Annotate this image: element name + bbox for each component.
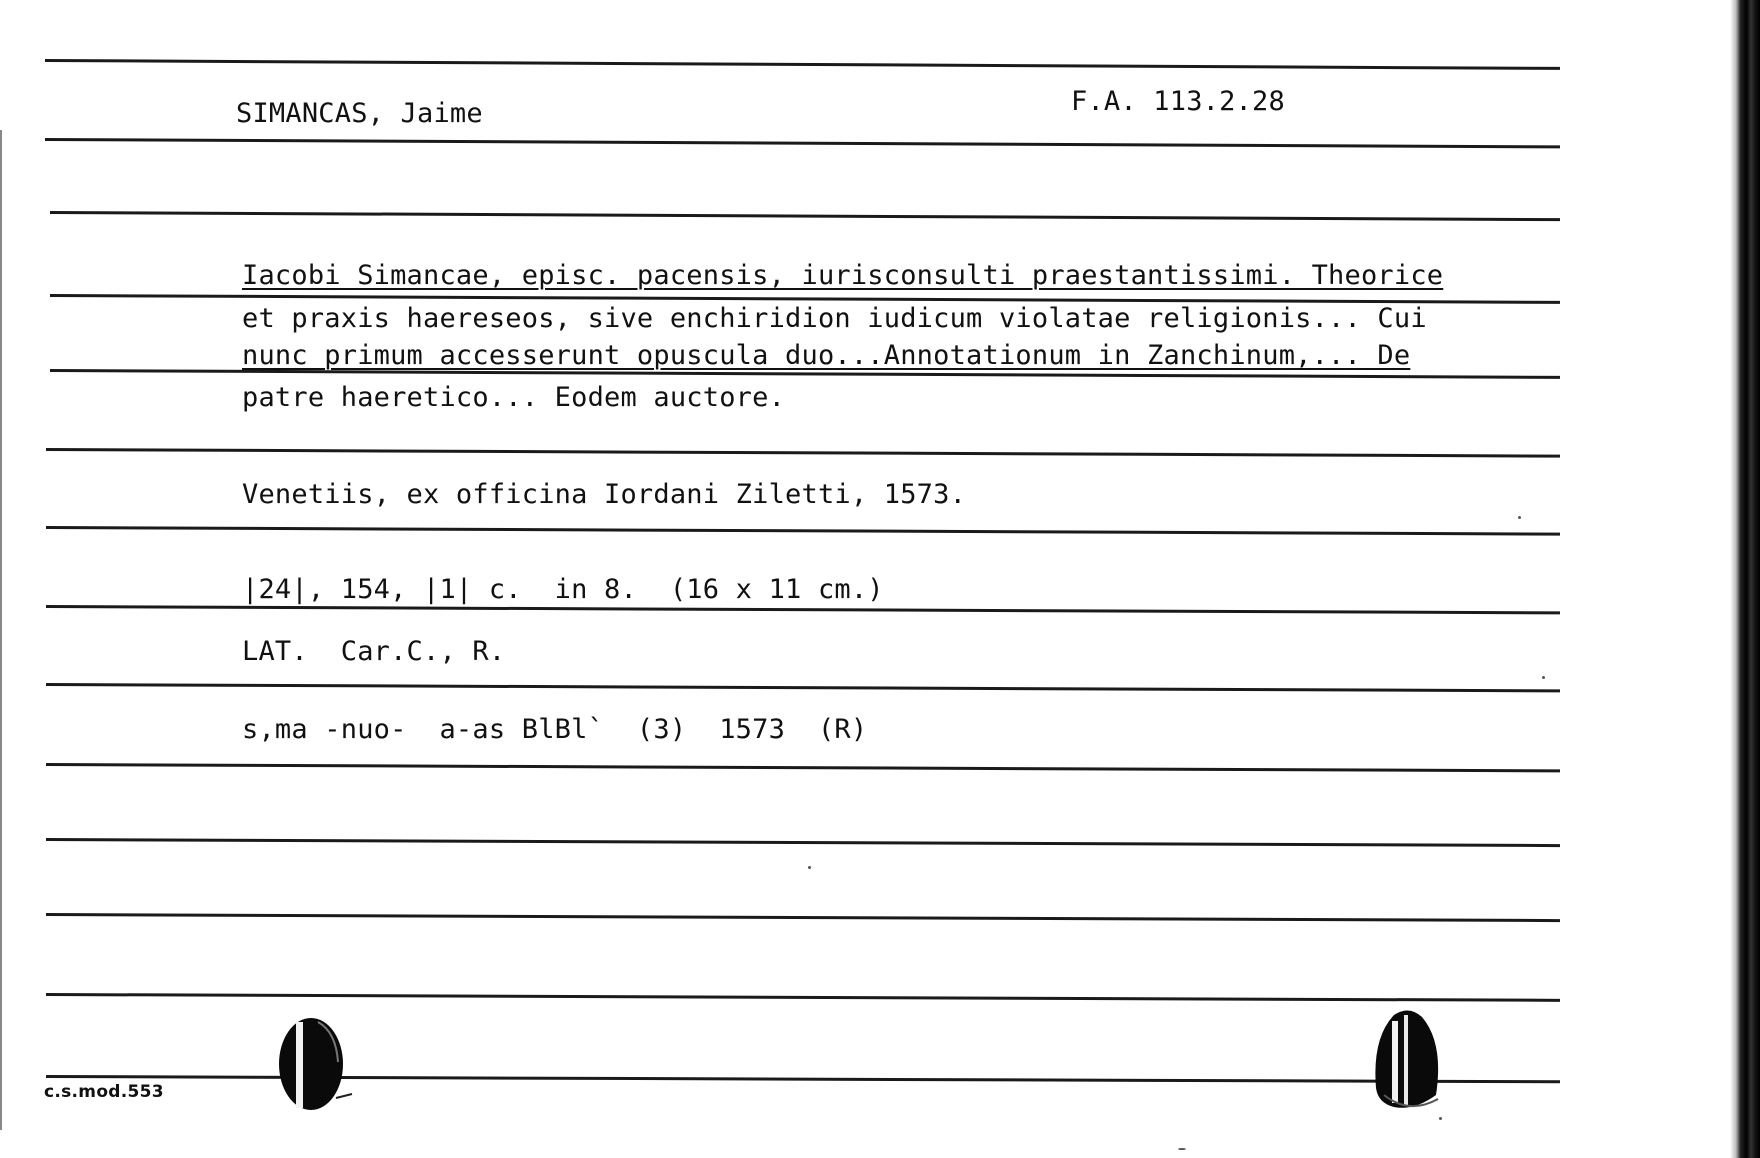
paper-speck — [1518, 516, 1521, 519]
punch-hole-right — [1364, 1003, 1454, 1118]
imprint-line: Venetiis, ex officina Iordani Ziletti, 1573. — [242, 479, 967, 510]
ruled-line — [46, 838, 1560, 847]
title-line-1: Iacobi Simancae, episc. pacensis, iurisconsulti praestantissimi. Theorice — [242, 260, 1444, 291]
fingerprint-line: s,ma -nuo- a-as BlBl` (3) 1573 (R) — [242, 714, 868, 745]
ruled-line — [45, 59, 1560, 70]
ruled-line — [46, 526, 1560, 536]
collation-line: |24|, 154, |1| c. in 8. (16 x 11 cm.) — [242, 574, 884, 605]
form-code: c.s.mod.553 — [44, 1082, 164, 1102]
paper-speck — [1178, 1148, 1186, 1150]
title-line-4: patre haeretico... Eodem auctore. — [242, 382, 786, 413]
paper-speck — [808, 866, 811, 869]
ruled-line — [46, 913, 1560, 922]
ruled-line — [46, 448, 1560, 458]
notes-line: LAT. Car.C., R. — [242, 636, 506, 667]
ruled-line — [50, 211, 1560, 221]
author-heading: SIMANCAS, Jaime — [236, 98, 483, 129]
punch-hole-left — [266, 1012, 356, 1124]
title-line-3: nunc primum accesserunt opuscula duo...Annotationum in Zanchinum,... De — [242, 340, 1411, 371]
card-left-edge — [0, 130, 2, 1130]
ruled-line — [46, 763, 1560, 772]
card-right-edge — [1730, 0, 1760, 1158]
ruled-line — [45, 138, 1560, 148]
title-line-2: et praxis haereseos, sive enchiridion iudicum violatae religionis... Cui — [242, 303, 1427, 334]
paper-speck — [1439, 1117, 1442, 1120]
paper-speck — [1542, 676, 1545, 679]
ruled-line — [46, 683, 1560, 692]
ruled-line — [46, 993, 1560, 1002]
shelfmark: F.A. 113.2.28 — [1071, 86, 1285, 117]
